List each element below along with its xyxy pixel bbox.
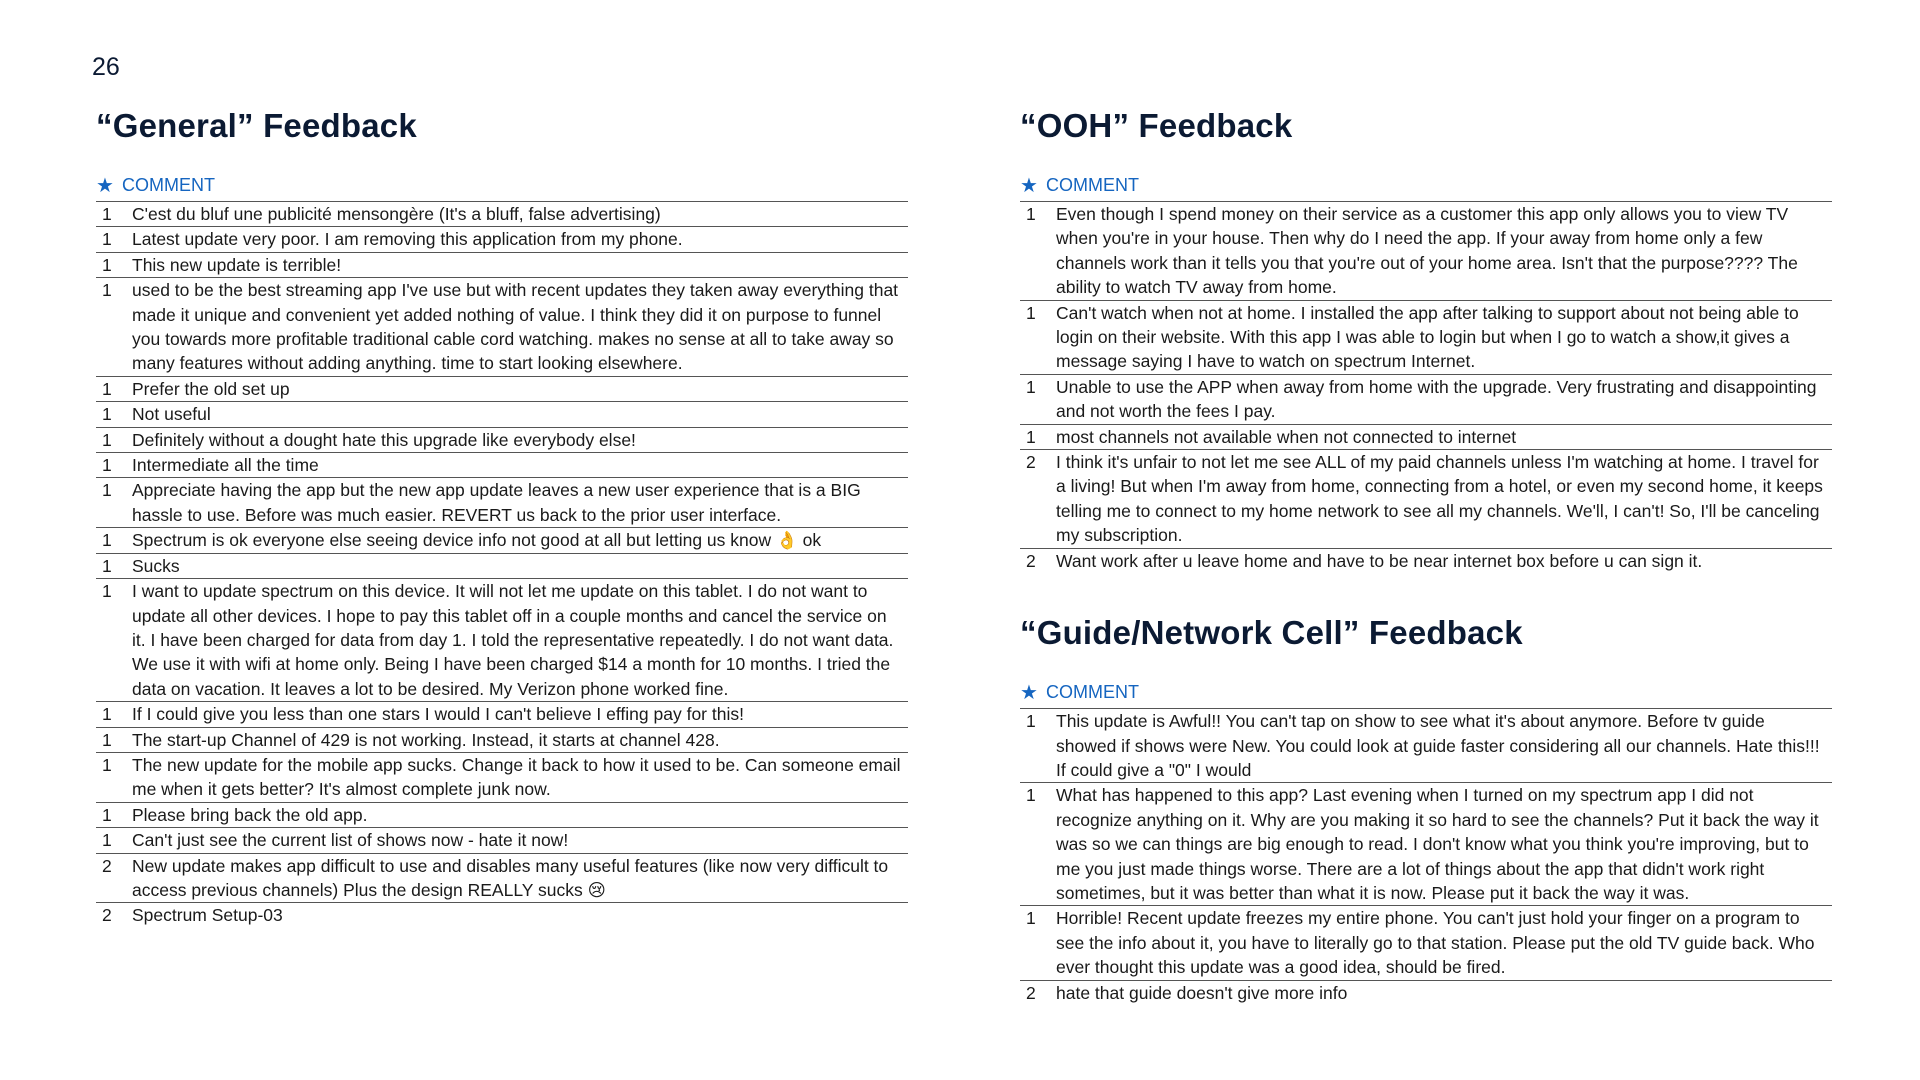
feedback-table [96,202,908,928]
table-row [96,402,908,427]
table-row [96,528,908,553]
table-row [1020,906,1832,980]
table-row [1020,450,1832,549]
table-row [1020,981,1832,1005]
table-row [96,377,908,402]
row-comment: Can't just see the current list of shows now - hate it now! [132,830,569,851]
row-count: 2 [1026,982,1036,1003]
row-comment: hate that guide doesn't give more info [1056,982,1348,1003]
table-row [1020,301,1832,375]
table-row [96,253,908,278]
star-icon: ★ [1020,681,1038,704]
comment-header-label: COMMENT [1046,174,1139,195]
row-comment: Spectrum Setup-03 [132,905,283,926]
row-count: 1 [1026,302,1036,323]
row-count: 1 [1026,426,1036,447]
row-comment: Unable to use the APP when away from home with the upgrade. Very frustrating and disappointing and not worth the fees I pay. [1056,376,1817,422]
row-comment: Appreciate having the app but the new app update leaves a new user experience that is a BIG hassle to use. Before was much easier. REVERT us back to the prior user interface. [132,480,861,525]
feedback-table [1020,202,1832,573]
row-count: 1 [102,204,112,224]
row-comment: The start-up Channel of 429 is not working. Instead, it starts at channel 428. [132,729,720,750]
section-title: “Guide/Network Cell” Feedback [1020,614,1523,652]
table-row [96,854,908,904]
table-row [96,428,908,453]
comment-header-label: COMMENT [122,174,215,195]
table-row [96,579,908,702]
comment-header [1020,172,1832,202]
table-row [96,478,908,528]
row-count: 2 [102,905,112,926]
row-count: 1 [1026,785,1036,806]
row-count: 1 [102,729,112,750]
table-row [96,453,908,478]
ooh-feedback-section [1020,104,1832,1005]
star-icon: ★ [1020,174,1038,197]
comment-header-label: COMMENT [1046,681,1139,702]
table-row [96,702,908,727]
row-count: 1 [102,555,112,576]
row-count: 1 [102,480,112,501]
row-count: 1 [102,455,112,476]
row-comment: New update makes app difficult to use and disables many useful features (like now very difficult to access previous channels) Plus the design REALLY sucks 😢 [132,855,889,900]
row-count: 1 [102,704,112,725]
row-count: 1 [102,429,112,450]
row-count: 1 [102,280,112,301]
page-number: 26 [92,53,120,81]
table-row [96,728,908,753]
row-comment: Please bring back the old app. [132,804,368,825]
comment-header [1020,679,1832,709]
table-row [96,278,908,377]
row-count: 1 [102,404,112,425]
table-row [1020,549,1832,573]
row-comment: Can't watch when not at home. I installed the app after talking to support about not being able to login on their website. With this app I was able to login but when I go to watch a show,it gives a message saying I have to watch on spectrum Internet. [1056,302,1799,372]
row-count: 1 [102,229,112,250]
table-row [96,803,908,828]
row-count: 2 [102,855,112,876]
row-comment: If I could give you less than one stars I would I can't believe I effing pay for this! [132,704,744,725]
table-row [1020,202,1832,301]
star-icon: ★ [96,174,114,197]
row-comment: C'est du bluf une publicité mensongère (It's a bluff, false advertising) [132,204,661,224]
row-count: 1 [1026,376,1036,397]
section-title: “OOH” Feedback [1020,107,1293,144]
row-comment: This update is Awful!! You can't tap on show to see what it's about anymore. Before tv guide showed if shows were New. You could look at guide faster considering all our channels. Hate this!!! If could give a "0" I would [1056,711,1820,780]
row-comment: used to be the best streaming app I've use but with recent updates they taken away everything that made it unique and convenient yet added nothing of value. I think they did it on purpose to funnel you towards more profitable traditional cable cord watching. makes no sense at all to take away so many features without adding anything. time to start looking elsewhere. [132,280,899,374]
row-comment: Definitely without a dought hate this upgrade like everybody else! [132,429,636,450]
row-comment: Even though I spend money on their service as a customer this app only allows you to view TV when you're in your house. Then why do I need the app. If your away from home only a few channels work than it tells you that you're out of your home area. Isn't that the purpose???? The ability to watch TV away from home. [1056,204,1798,298]
table-row [96,227,908,252]
row-count: 1 [102,530,112,551]
section-title: “General” Feedback [96,107,417,144]
table-row [1020,425,1832,450]
row-comment: I think it's unfair to not let me see ALL of my paid channels unless I'm watching at home. I travel for a living! But when I'm away from home, connecting from a hotel, or even my second home, it keeps telling me to connect to my home network to see all my channels. We'll, I can't! So, I'll be canceling my subscription. [1056,452,1823,546]
row-count: 1 [1026,204,1036,224]
row-comment: Latest update very poor. I am removing this application from my phone. [132,229,683,250]
row-comment: This new update is terrible! [132,254,342,275]
table-row [1020,709,1832,783]
row-comment: I want to update spectrum on this device. It will not let me update on this tablet. I do not want to update all other devices. I hope to pay this tablet off in a couple months and cancel the service on it. I have been charged for data from day 1. I told the representative repeatedly. I do not want data. We use it with wifi at home only. Being I have been charged $14 a month for 10 months. I tried the data on vacation. It leaves a lot to be desired. My Verizon phone worked fine. [132,581,894,699]
row-comment: Intermediate all the time [132,455,319,476]
row-count: 1 [102,804,112,825]
row-comment: What has happened to this app? Last evening when I turned on my spectrum app I did not recognize anything on it. Why are you making it so hard to see the channels? Put it back the way it was so we can things are big enough to read. I don't know what you think you're improving, but to me you just made things worse. There are a lot of things about the app that didn't work right sometimes, but it was better than what it is now. Please put it back the way it was. [1056,785,1819,903]
row-count: 1 [102,378,112,399]
row-comment: Not useful [132,404,211,425]
table-row [96,753,908,803]
row-count: 2 [1026,452,1036,473]
table-row [96,202,908,227]
table-row [96,903,908,927]
row-count: 1 [1026,711,1036,732]
row-count: 2 [1026,550,1036,571]
row-comment: The new update for the mobile app sucks. Change it back to how it used to be. Can someone email me when it gets better? It's almost complete junk now. [132,754,901,800]
table-row [96,828,908,853]
row-count: 1 [102,754,112,775]
table-row [1020,783,1832,906]
comment-header [96,172,908,202]
row-comment: Prefer the old set up [132,378,290,399]
row-comment: Spectrum is ok everyone else seeing device info not good at all but letting us know 👌 ok [132,530,822,551]
row-comment: Want work after u leave home and have to be near internet box before u can sign it. [1056,550,1703,571]
row-count: 1 [1026,908,1036,929]
row-count: 1 [102,581,112,602]
row-comment: Horrible! Recent update freezes my entire phone. You can't just hold your finger on a program to see the info about it, you have to literally go to that station. Please put the old TV guide back. Who ever thought this update was a good idea, should be fired. [1056,908,1815,978]
general-feedback-section [96,104,908,928]
row-count: 1 [102,254,112,275]
table-row [1020,375,1832,425]
feedback-table [1020,709,1832,1005]
row-comment: most channels not available when not connected to internet [1056,426,1517,447]
table-row [96,554,908,579]
row-comment: Sucks [132,555,180,576]
row-count: 1 [102,830,112,851]
